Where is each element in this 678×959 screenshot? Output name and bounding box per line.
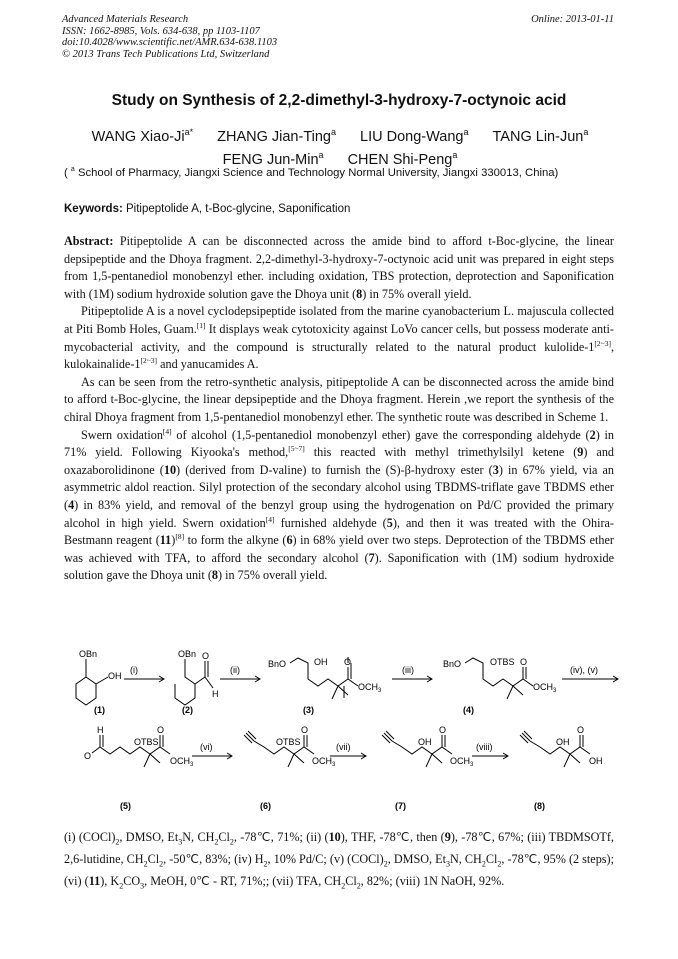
paragraph-retrosynthesis: As can be seen from the retro-synthetic analysis, pitipeptolide A can be disconnected across the amide bind to afford t-Boc-glycine, the linear depsipeptide and the Dhoya fragment. Herein ,we report the synthesis of the chiral Dhoya fragment from 1,5-pentanediol monobenzyl ether. The synthetic route was described in Scheme 1. — [64, 374, 614, 424]
issn-line: ISSN: 1662-8985, Vols. 634-638, pp 1103-1107 — [62, 25, 260, 37]
scheme-group-oh: OH — [108, 671, 122, 681]
scheme-group-och3: $OCH_3$ — [450, 756, 474, 768]
online-date: Online: 2013-01-11 — [531, 14, 614, 25]
scheme-arrow-label: (vii) — [336, 742, 351, 752]
compound-label: (7) — [395, 801, 406, 811]
reaction-conditions: (i) $(COCl)_2$, DMSO, $Et_3N$, $CH_2Cl_2$, -78℃, 71%; (ii) (10), THF, -78℃, then (9), -78℃, 67%; (iii) TBDMSOTf, 2,6-lutidine, $CH_2Cl_2$, -50℃, 83%; (iv) $H_2$, 10% Pd/C; (v) $(COCl)_2$, DMSO, $Et_3N$, $CH_2Cl_2$, -78℃, 95% (2 steps); (vi) (11), $K_2CO_3$, MeOH, 0℃ - RT, 71%;; (vii) TFA, $CH_2Cl_2$, 82%; (viii) 1N NaOH, 92%. — [64, 830, 614, 891]
scheme-group-obn: OBn — [79, 649, 98, 659]
keywords-text: Pitipeptolide A, t-Boc-glycine, Saponification — [122, 203, 351, 215]
doi-line: doi:10.4028/www.scientific.net/AMR.634-638.1103 — [62, 37, 278, 48]
affiliation: ( $^a$ School of Pharmacy, Jiangxi Science and Technology Normal University, Jiangxi 330013, China) — [64, 166, 559, 179]
scheme-group-och3: $OCH_3$ — [312, 756, 336, 768]
scheme-group-o: O — [301, 725, 309, 735]
scheme-arrow-label: (vi) — [200, 742, 213, 752]
scheme-group-h: H — [212, 689, 219, 699]
scheme-group-o: O — [157, 725, 165, 735]
paragraph-synthesis: Swern oxidation[4] of alcohol (1,5-pentanediol monobenzyl ether) gave the corresponding aldehyde (2) in 71% yield. Following Kiyooka's method,[5~7] this reacted with methyl trimethylsilyl ketene (9) and oxazaborolidinone (10) (derived from D-valine) to furnish the (S)-β-hydroxy ester (3) in 67% yield, via an asymmetric aldol reaction. Silyl protection of the secondary alcohol using TBDMS-triflate gave TBDMS ether (4) in 83% yield, and removal of the benzyl group using the hydrogenation on Pd/C provided the primary alcohol in high yield. Swern oxidation[4] furnished aldehyde (5), and then it was treated with the Ohira-Bestmann reagent (11)[8] to form the alkyne (6) in 68% yield over two steps. Deprotection of the TBDMS ether was achieved with TFA, to afford the secondary alcohol (7). Saponification with (1M) sodium hydroxide solution gave the Dhoya unit (8) in 75% overall yield. — [64, 426, 615, 583]
scheme-group-o: O — [520, 657, 528, 667]
compound-label: (2) — [182, 705, 193, 715]
keywords-label: Keywords: — [64, 203, 123, 215]
journal-header — [62, 14, 277, 60]
author: CHEN Shi-Peng$^a$ — [347, 149, 458, 168]
compound-label: (5) — [120, 801, 131, 811]
journal-name: Advanced Materials Research — [62, 14, 189, 25]
compound-label: (1) — [94, 705, 105, 715]
scheme-group-otbs: OTBS — [490, 657, 515, 667]
scheme-group-oh: OH — [556, 737, 570, 747]
scheme-group-o: O — [577, 725, 585, 735]
compound-label: (4) — [463, 705, 474, 715]
scheme-group-obn: OBn — [178, 649, 197, 659]
author: WANG Xiao-$Ji^{a*}$ — [91, 127, 194, 145]
compound-label: (8) — [534, 801, 545, 811]
author: LIU Dong-Wang$^a$ — [360, 127, 469, 145]
scheme-group-otbs: OTBS — [134, 737, 159, 747]
compound-label: (6) — [260, 801, 271, 811]
scheme-arrow-label: (viii) — [476, 742, 493, 752]
scheme-group-otbs: OTBS — [276, 737, 301, 747]
author: FENG Jun-Min$^a$ — [222, 149, 324, 168]
scheme-group-och3: $OCH_3$ — [358, 682, 382, 694]
scheme-group-o: O — [439, 725, 447, 735]
scheme-group-h: H — [97, 725, 104, 735]
abstract: Abstract: Pitipeptolide A can be disconnected across the amide bind to afford t-Boc-glycine, the linear depsipeptide and the Dhoya fragment. 2,2-dimethyl-3-hydroxy-7-octynoic acid unit was prepared in eight steps from 1,5-pentanediol monobenzyl ether. including oxidation, TBS protection, deprotection and Saponification with (1M) sodium hydroxide solution gave the Dhoya unit (8) in 75% overall yield. — [64, 234, 614, 301]
scheme-group-och3: $OCH_3$ — [533, 682, 557, 694]
scheme-group-oh: OH — [314, 657, 328, 667]
author: ZHANG Jian-Ting$^a$ — [217, 127, 337, 145]
scheme-group-o: O — [202, 651, 210, 661]
scheme-group-o: O — [84, 751, 92, 761]
body-text — [64, 233, 614, 585]
keywords — [64, 203, 350, 215]
paper-title: Study on Synthesis of 2,2-dimethyl-3-hydroxy-7-octynoic acid — [111, 92, 567, 109]
compound-label: (3) — [303, 705, 314, 715]
scheme-group-bno: BnO — [443, 659, 462, 669]
scheme-group-oh: OH — [418, 737, 432, 747]
scheme-group-bno: BnO — [268, 659, 287, 669]
scheme-group-oh-acid: OH — [589, 756, 603, 766]
scheme-group-o: O — [344, 657, 352, 667]
author: TANG Lin-Jun$^a$ — [492, 127, 589, 145]
scheme-arrow-label: (i) — [130, 665, 138, 675]
scheme-arrow-label: (iii) — [402, 665, 414, 675]
synthesis-scheme — [62, 643, 622, 823]
scheme-arrow-label: (ii) — [230, 665, 240, 675]
scheme-group-och3: $OCH_3$ — [170, 756, 194, 768]
author-list — [40, 123, 640, 169]
scheme-arrow-label: (iv), (v) — [570, 665, 598, 675]
paragraph-intro: Pitipeptolide A is a novel cyclodepsipeptide isolated from the marine cyanobacterium L. majuscula collected at Piti Bomb Holes, Guam.[1] It displays weak cytotoxicity against LoVo cancer cells, but possess moderate anti-mycobacterial activity, and the compound is structurally related to the natural product kulolide-1[2~3], kulokainalide-1[2~3] and yanucamides A. — [64, 304, 614, 372]
copyright-line: © 2013 Trans Tech Publications Ltd, Switzerland — [62, 48, 270, 60]
